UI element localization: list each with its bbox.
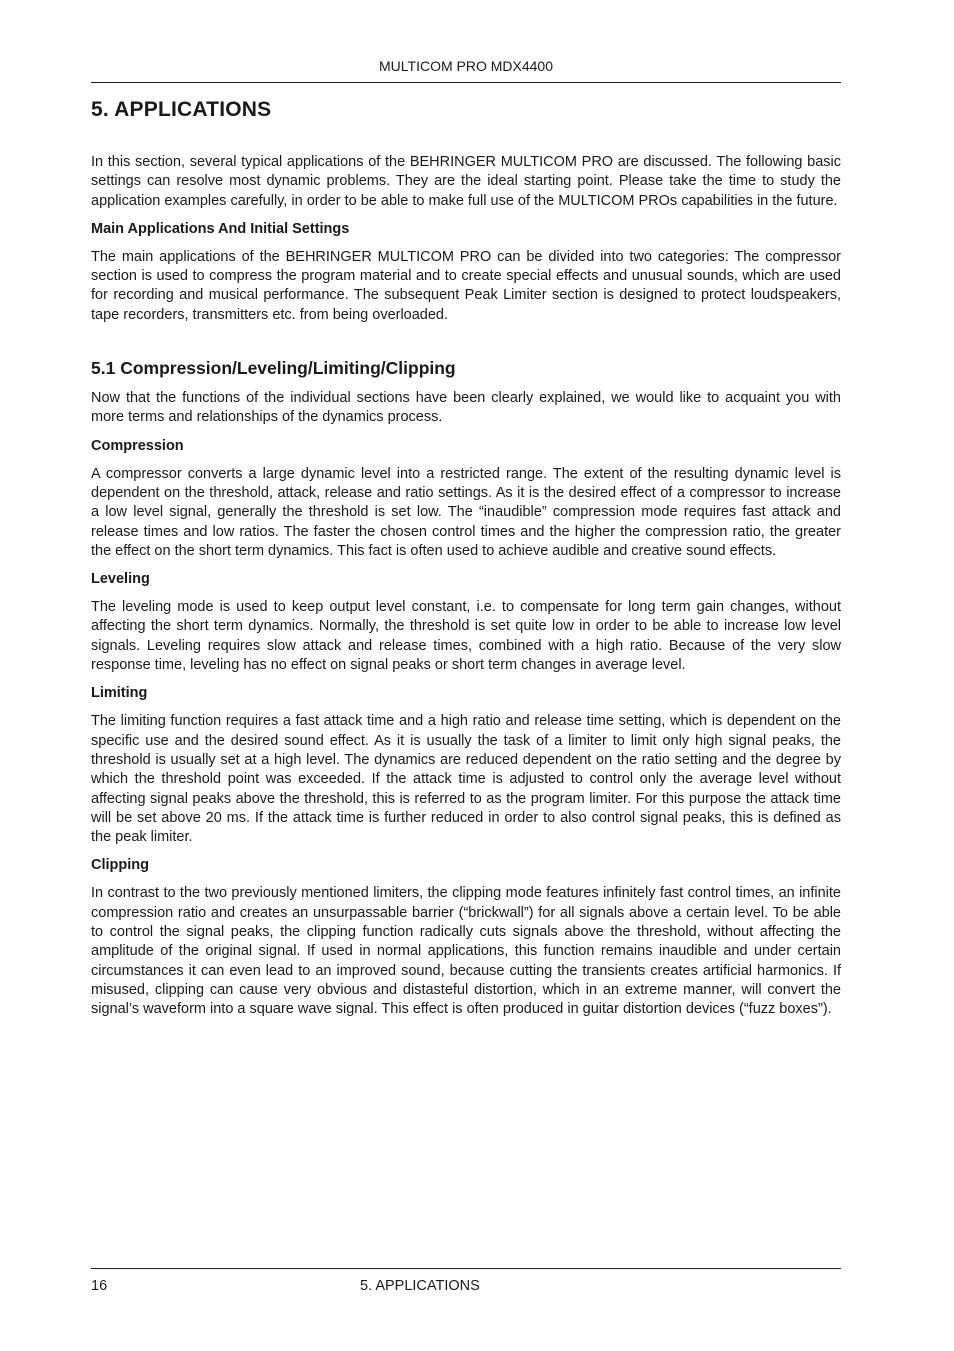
limiting-text: The limiting function requires a fast attack time and a high ratio and release time setting, which is dependent on the specific use and the desired sound effect. As it is usually the task of a limiter to limit only high signal peaks, the threshold is usually set at a high level. The dynamics are reduced dependent on the ratio setting and the degree by which the threshold point was exceeded. If the attack time is adjusted to control only the average level without affecting signal peaks above the threshold, this is referred to as the program limiter. For this purpose the attack time will be set above 20 ms. If the attack time is further reduced in order to also control signal peaks, this is defined as the peak limiter. <box>91 713 841 846</box>
compression-text: A compressor converts a large dynamic level into a restricted range. The extent of the resulting dynamic level is dependent on the threshold, attack, release and ratio settings. As it is the desired effect of a compressor to increase a low level signal, generally the threshold is set low. The “inaudible” compression mode requires fast attack and release times and low ratios. The faster the chosen control times and the higher the compression ratio, the greater the effect on the short term dynamics. This fact is often used to achieve audible and creative sound effects. <box>91 465 841 559</box>
clipping-heading: Clipping <box>91 857 149 874</box>
limiting-heading: Limiting <box>91 685 148 702</box>
header-rule <box>91 82 841 83</box>
page-header: MULTICOM PRO MDX4400 <box>379 58 553 74</box>
clipping-text: In contrast to the two previously mentioned limiters, the clipping mode features infinitely fast control times, an infinite compression ratio and creates an unsurpassable barrier (“brickwall”) for all signals above a certain level. To be able to control the signal peaks, the clipping function radically cuts signals above the threshold, without affecting the amplitude of the original signal. If used in normal applications, this function remains inaudible and under certain circumstances it can even lead to an improved sound, because cutting the transients creates artificial harmonics. If misused, clipping can cause very obvious and distasteful distortion, which in an extreme manner, will convert the signal’s waveform into a square wave signal. This effect is often produced in guitar distortion devices (“fuzz boxes”). <box>91 885 841 1018</box>
leveling-text: The leveling mode is used to keep output level constant, i.e. to compensate for long term gain changes, without affecting the short term dynamics. Normally, the threshold is set quite low in order to be able to increase low level signals. Leveling requires slow attack and release times, combined with a high ratio. Because of the very slow response time, leveling has no effect on signal peaks or short term changes in average level. <box>91 599 841 674</box>
section-intro: In this section, several typical applications of the BEHRINGER MULTICOM PRO are discussed. The following basic settings can resolve most dynamic problems. They are the ideal starting point. Please take the time to study the application examples carefully, in order to be able to make full use of the MULTICOM PROs capabilities in the future. <box>91 154 841 209</box>
page-footer <box>91 1277 841 1297</box>
leveling-heading: Leveling <box>91 571 150 588</box>
page-number: 16 <box>91 1278 108 1294</box>
page-content <box>91 96 841 1020</box>
subsection-heading: 5.1 Compression/Leveling/Limiting/Clipping <box>91 358 456 379</box>
subsection-intro: Now that the functions of the individual sections have been clearly explained, we would like to acquaint you with more terms and relationships of the dynamics process. <box>91 390 841 426</box>
footer-section-title: 5. APPLICATIONS <box>360 1278 480 1294</box>
main-applications-heading: Main Applications And Initial Settings <box>91 220 350 237</box>
main-applications-text: The main applications of the BEHRINGER MULTICOM PRO can be divided into two categories: The compressor section is used to compress the program material and to create special effects and unusual sounds, which are used for recording and musical performance. The subsequent Peak Limiter section is designed to protect loudspeakers, tape recorders, transmitters etc. from being overloaded. <box>91 248 841 323</box>
footer-rule <box>91 1268 841 1269</box>
section-heading: 5. APPLICATIONS <box>91 98 272 121</box>
compression-heading: Compression <box>91 437 184 454</box>
